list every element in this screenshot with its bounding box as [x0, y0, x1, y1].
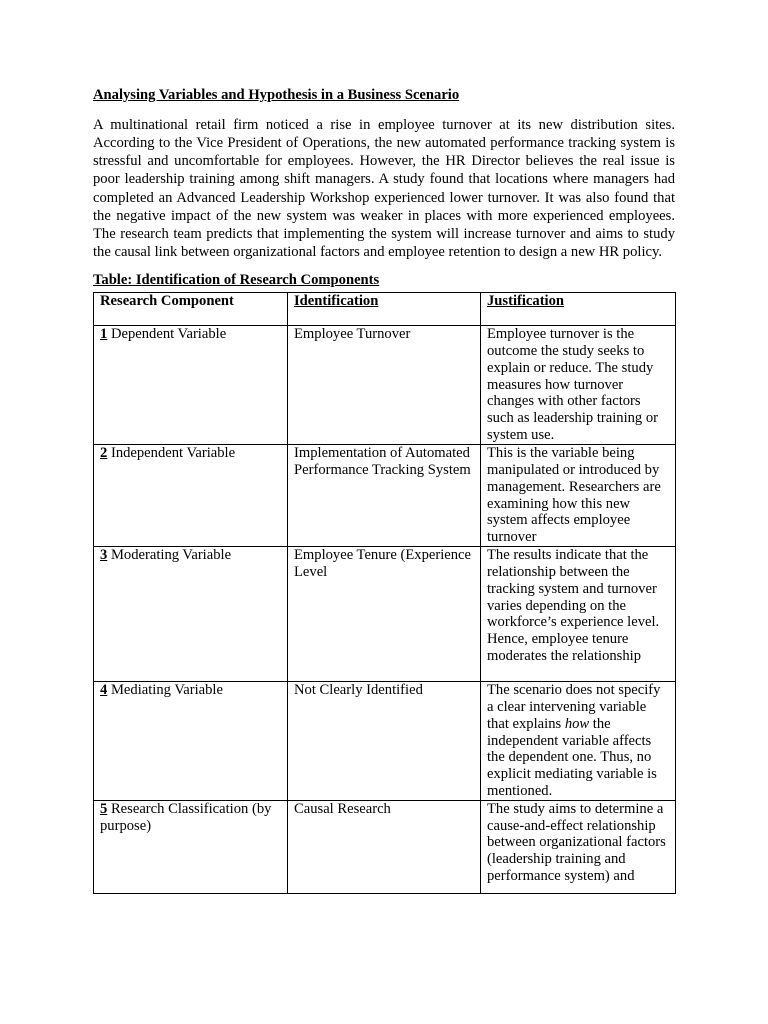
component-label: Mediating Variable	[110, 682, 223, 699]
justification-cell: The results indicate that the relationship between the tracking system and turnover varies depending on the workforce’s experience level. Hence, employee tenure moderates the relationship	[481, 547, 676, 682]
row-number: 2	[100, 445, 108, 462]
justification-text: the independent variable affects the dependent one. Thus, no explicit mediating variable is mentioned.	[487, 715, 657, 800]
justification-cell: Employee turnover is the outcome the study seeks to explain or reduce. The study measures how turnover changes with other factors such as leadership training or system use.	[481, 326, 676, 445]
component-cell	[94, 445, 288, 547]
row-number: 5	[100, 800, 108, 817]
table-header-row	[94, 293, 676, 326]
component-label: Dependent Variable	[110, 326, 227, 343]
row-number: 3	[100, 547, 108, 564]
document-page	[93, 86, 675, 894]
justification-emphasis: how	[564, 715, 590, 732]
justification-cell: The study aims to determine a cause-and-effect relationship between organizational factors (leadership training and performance system) and	[481, 800, 676, 893]
identification-cell: Not Clearly Identified	[288, 682, 481, 801]
component-cell	[94, 800, 288, 893]
header-identification	[288, 293, 481, 326]
justification-text: The scenario does not specify a clear intervening variable that explains	[487, 682, 661, 732]
table-row	[94, 800, 676, 893]
table-caption: Table: Identification of Research Components	[93, 272, 380, 289]
identification-cell: Implementation of Automated Performance Tracking System	[288, 445, 481, 547]
justification-cell	[481, 682, 676, 801]
document-title: Analysing Variables and Hypothesis in a Business Scenario	[93, 87, 460, 103]
row-number: 1	[100, 326, 108, 343]
intro-paragraph: A multinational retail firm noticed a rise in employee turnover at its new distribution sites. According to the Vice President of Operations, the new automated performance tracking system is stressful and uncomfortable for employees. However, the HR Director believes the real issue is poor leadership training among shift managers. A study found that locations where managers had completed an Advanced Leadership Workshop experienced lower turnover. It was also found that the negative impact of the new system was weaker in places with more experienced employees. The research team predicts that implementing the system will increase turnover and aims to study the causal link between organizational factors and employee retention to design a new HR policy.	[93, 117, 675, 261]
component-cell	[94, 326, 288, 445]
component-label: Research Classification (by purpose)	[100, 800, 272, 834]
header-research-component: Research Component	[94, 293, 288, 326]
header-identification-label: Identification	[294, 293, 379, 310]
component-cell	[94, 547, 288, 682]
header-justification	[481, 293, 676, 326]
identification-cell: Employee Tenure (Experience Level	[288, 547, 481, 682]
table-row	[94, 326, 676, 445]
table-row	[94, 445, 676, 547]
component-label: Moderating Variable	[110, 547, 232, 564]
row-number: 4	[100, 682, 108, 699]
component-label: Independent Variable	[110, 445, 236, 462]
component-cell	[94, 682, 288, 801]
table-row	[94, 547, 676, 682]
identification-cell: Employee Turnover	[288, 326, 481, 445]
justification-cell: This is the variable being manipulated or introduced by management. Researchers are examining how this new system affects employee turnover	[481, 445, 676, 547]
table-row	[94, 682, 676, 801]
research-components-table	[93, 292, 676, 894]
identification-cell: Causal Research	[288, 800, 481, 893]
header-justification-label: Justification	[487, 293, 565, 310]
